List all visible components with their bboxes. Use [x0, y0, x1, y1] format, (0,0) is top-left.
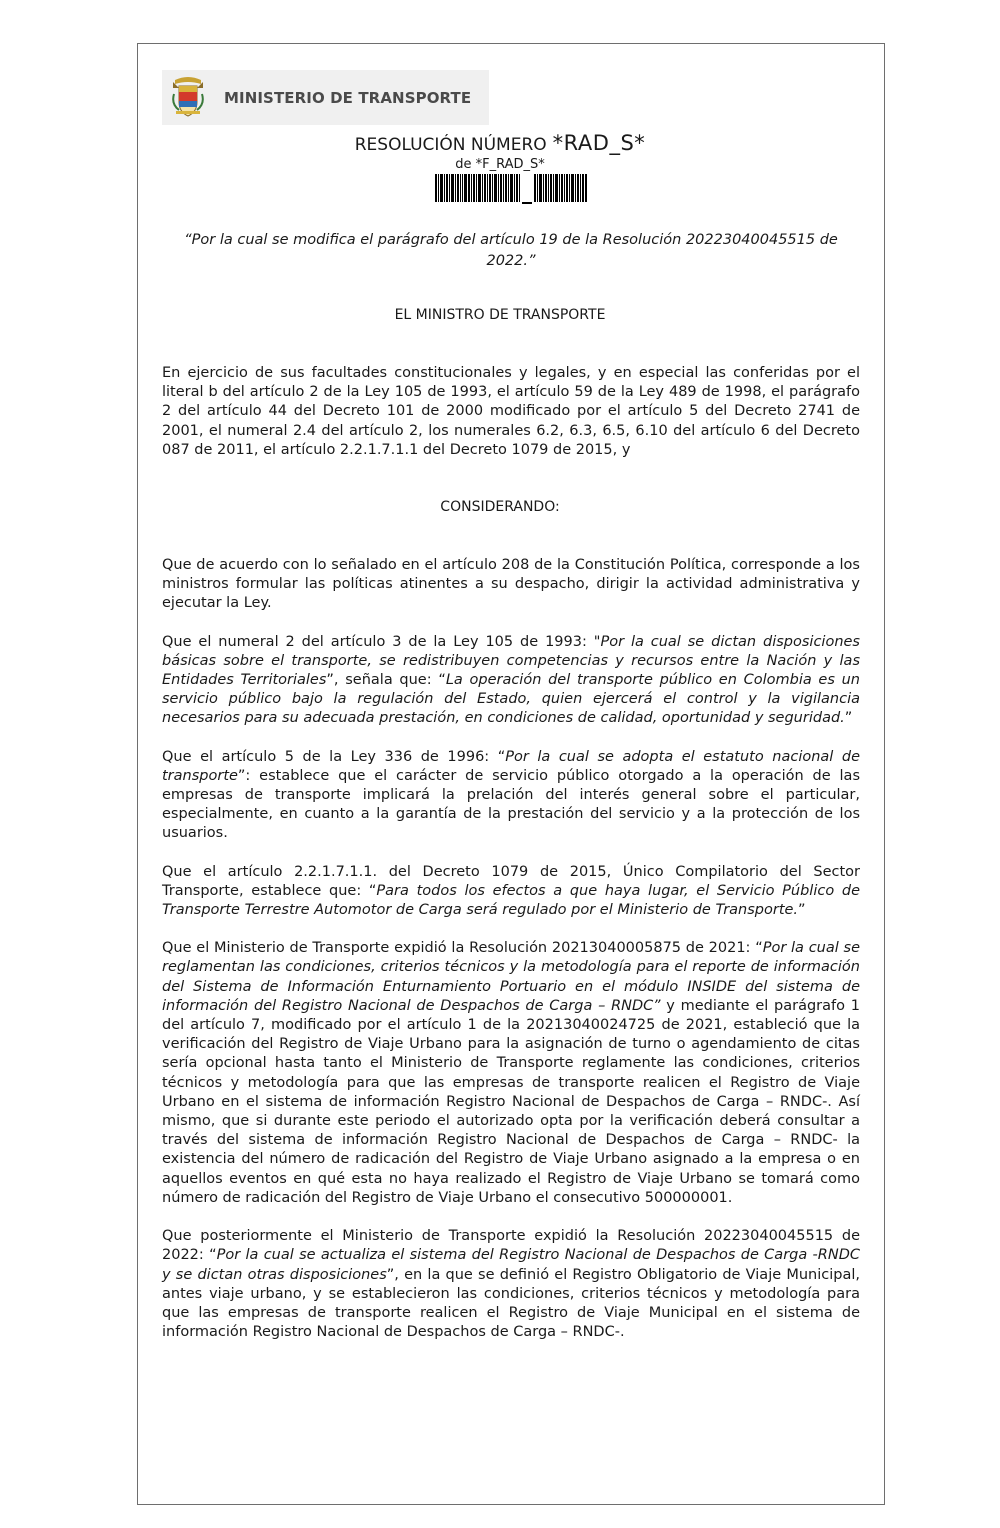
resolution-title — [0, 131, 1000, 155]
ministry-name: MINISTERIO DE TRANSPORTE — [224, 89, 472, 107]
paragraph-decreto-1079: Que el artículo 2.2.1.7.1.1. del Decreto 1079 de 2015, Único Compilatorio del Sector Transporte, establece que: “Para todos los efectos a que haya lugar, el Servicio Público de Transporte Terrestre Automotor de Carga será regulado por el Ministerio de Transporte.” — [162, 863, 861, 919]
paragraph-resolucion-2022: Que posteriormente el Ministerio de Transporte expidió la Resolución 20223040045515 de 2022: “Por la cual se actualiza el sistema del Registro Nacional de Despachos de Carga -RNDC y se dictan otras disposiciones”, en la que se definió el Registro Obligatorio de Viaje Municipal, antes viaje urbano, y se establecieron las condiciones, criterios técnicos y metodología para que las empresas de transporte realicen el Registro de Viaje Municipal en el sistema de información Registro Nacional de Despachos de Carga – RNDC-. — [162, 1228, 860, 1341]
signatory-heading: EL MINISTRO DE TRANSPORTE — [394, 307, 606, 323]
barcode-icon — [435, 174, 587, 206]
resolution-subject: “Por la cual se modifica el parágrafo del artículo 19 de la Resolución 20223040045515 de 2022.” — [184, 232, 838, 269]
paragraph-ley-105: Que el numeral 2 del artículo 3 de la Ley 105 de 1993: "Por la cual se dictan disposiciones básicas sobre el transporte, se redistribuyen competencias y recursos entre la Nación y las Entidades Territoriales”, señala que: “La operación del transporte público en Colombia es un servicio público bajo la regulación del Estado, quien ejercerá el control y la vigilancia necesarios para su adecuada prestación, en condiciones de calidad, oportunidad y seguridad.” — [162, 633, 860, 727]
paragraph-constitution: Que de acuerdo con lo señalado en el artículo 208 de la Constitución Política, corresponde a los ministros formular las políticas atinentes a su despacho, dirigir la actividad administrativa y ejecutar la Ley. — [162, 557, 860, 612]
paragraph-ley-336: Que el artículo 5 de la Ley 336 de 1996: “Por la cual se adopta el estatuto nacional de transporte”: establece que el carácter de servicio público otorgado a la operación de las empresas de transporte implicará la prelación del interés general sobre el particular, especialmente, en cuanto a la garantía de la prestación del servicio y a la protección de los usuarios. — [162, 748, 860, 842]
resolution-label: RESOLUCIÓN NÚMERO — [354, 135, 547, 155]
considering-heading: CONSIDERANDO: — [440, 499, 560, 515]
resolution-date: de *F_RAD_S* — [455, 157, 545, 172]
preamble-paragraph: En ejercicio de sus facultades constitucionales y legales, y en especial las conferidas por el literal b del artículo 2 de la Ley 105 de 1993, el artículo 59 de la Ley 489 de 1998, el parágrafo 2 del artículo 44 del Decreto 101 de 2000 modificado por el artículo 5 del Decreto 2741 de 2001, el numeral 2.4 del artículo 2, los numerales 6.2, 6.3, 6.5, 6.10 del artículo 6 del Decreto 087 de 2011, el artículo 2.2.1.7.1.1 del Decreto 1079 de 2015, y — [162, 365, 860, 458]
coat-of-arms-icon — [171, 76, 205, 118]
paragraph-resolucion-2021: Que el Ministerio de Transporte expidió la Resolución 20213040005875 de 2021: “Por la cual se reglamentan las condiciones, criterios técnicos y la metodología para el reporte de información del Sistema de Información Enturnamiento Portuario en el módulo INSIDE del sistema de información del Registro Nacional de Despachos de Carga – RNDC” y mediante el parágrafo 1 del artículo 7, modificado por el artículo 1 de la 20213040024725 de 2021, estableció que la verificación del Registro de Viaje Urbano para la asignación de turno o agendamiento de citas sería opcional hasta tanto el Ministerio de Transporte reglamente las condiciones, criterios técnicos y metodología para que las empresas de transporte realicen el Registro de Viaje Urbano en el sistema de información Registro Nacional de Despachos de Carga – RNDC-. Así mismo, que si durante este periodo el autorizado opta por la verificación deberá consultar a través del sistema de información Registro Nacional de Despachos de Carga – RNDC- la existencia del número de radicación del Registro de Viaje Urbano asignado a la empresa o en aquellos eventos en qué esta no haya realizado el Registro de Viaje Urbano se tomará como número de radicación del Registro de Viaje Urbano el consecutivo 500000001. — [162, 940, 860, 1206]
considering-section — [162, 556, 860, 1361]
resolution-number: *RAD_S* — [552, 131, 646, 155]
